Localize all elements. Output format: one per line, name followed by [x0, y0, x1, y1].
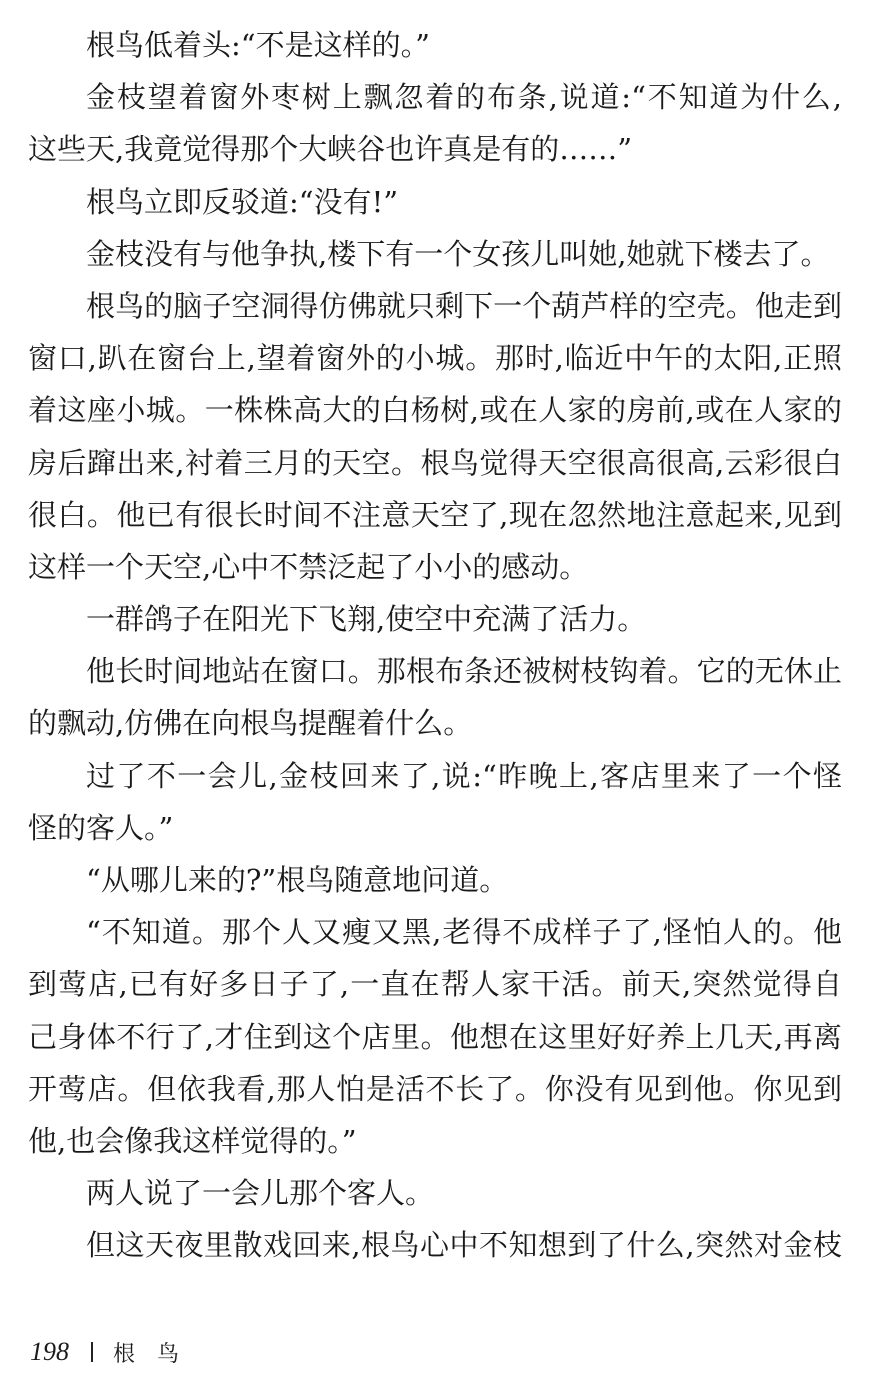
- text-line: 己身体不行了,才住到这个店里。他想在这里好好养上几天,再离: [28, 1019, 842, 1054]
- text-line: 这些天,我竟觉得那个大峡谷也许真是有的……”: [28, 132, 633, 167]
- text-line: 金枝没有与他争执,楼下有一个女孩儿叫她,她就下楼去了。: [86, 236, 830, 271]
- text-line: 过了不一会儿,金枝回来了,说:“昨晚上,客店里来了一个怪: [86, 758, 842, 793]
- text-line: 很白。他已有很长时间不注意天空了,现在忽然地注意起来,见到: [28, 497, 842, 532]
- text-line: 房后蹿出来,衬着三月的天空。根鸟觉得天空很高很高,云彩很白: [28, 445, 842, 480]
- page-footer: [30, 1334, 201, 1370]
- text-line: 怪的客人。”: [28, 810, 174, 845]
- text-line: 到莺店,已有好多日子了,一直在帮人家干活。前天,突然觉得自: [28, 967, 842, 1002]
- page-number: 198: [30, 1337, 69, 1366]
- text-line: 开莺店。但依我看,那人怕是活不长了。你没有见到他。你见到: [28, 1071, 842, 1106]
- text-line: “不知道。那个人又瘦又黑,老得不成样子了,怪怕人的。他: [86, 915, 842, 950]
- body-text: [28, 19, 842, 1272]
- text-line: 的飘动,仿佛在向根鸟提醒着什么。: [28, 706, 473, 741]
- footer-divider: [91, 1342, 93, 1362]
- text-line: 他,也会像我这样觉得的。”: [28, 1123, 357, 1158]
- text-line: 这样一个天空,心中不禁泛起了小小的感动。: [28, 549, 589, 584]
- text-line: 着这座小城。一株株高大的白杨树,或在人家的房前,或在人家的: [28, 393, 842, 428]
- text-line: 但这天夜里散戏回来,根鸟心中不知想到了什么,突然对金枝: [86, 1228, 842, 1263]
- text-line: “从哪儿来的?”根鸟随意地问道。: [86, 863, 509, 897]
- text-line: 根鸟的脑子空洞得仿佛就只剩下一个葫芦样的空壳。他走到: [86, 288, 842, 323]
- text-line: 他长时间地站在窗口。那根布条还被树枝钩着。它的无休止: [86, 654, 842, 689]
- book-title: 根鸟: [113, 1341, 202, 1367]
- text-line: 金枝望着窗外枣树上飘忽着的布条,说道:“不知道为什么,: [86, 80, 842, 115]
- text-line: 窗口,趴在窗台上,望着窗外的小城。那时,临近中午的太阳,正照: [28, 341, 842, 376]
- text-line: 根鸟立即反驳道:“没有!”: [86, 184, 399, 219]
- text-line: 一群鸽子在阳光下飞翔,使空中充满了活力。: [86, 602, 647, 637]
- text-line: 根鸟低着头:“不是这样的。”: [86, 28, 430, 62]
- text-line: 两人说了一会儿那个客人。: [86, 1176, 435, 1211]
